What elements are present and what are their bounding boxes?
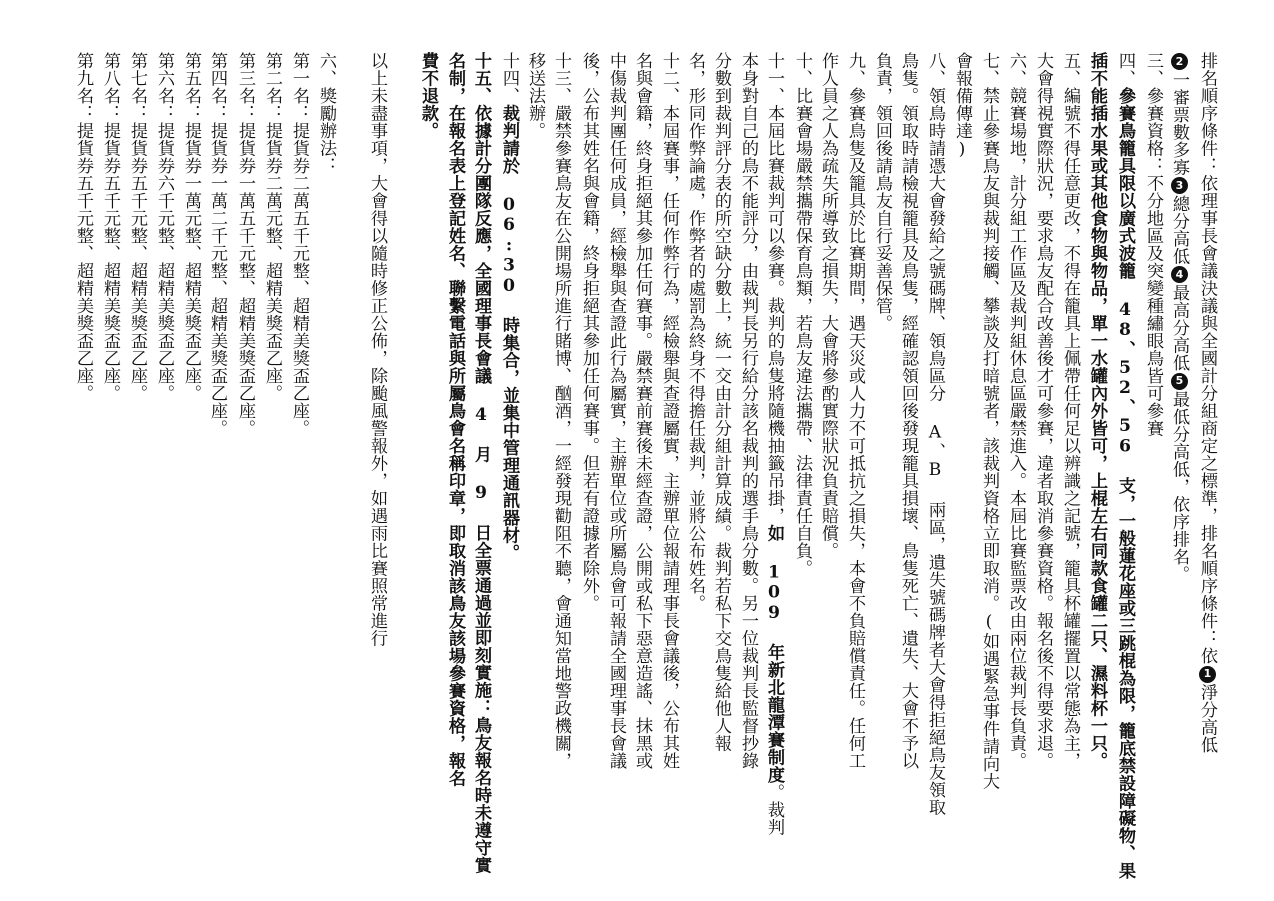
line <box>1083 52 1110 770</box>
text-segment: 第四名：提貨券一萬二千元整、超精美獎盃乙座。 <box>207 52 227 437</box>
text-segment: 名制，在報名表上登記姓名、聯繫電話與所屬鳥會名稱印章，即取消該鳥友該場參賽資格，報名 <box>445 52 465 787</box>
text-segment: 後，公布其姓名與會籍，終身拒絕其參加任何賽事。但若有證據者除外。 <box>579 52 599 612</box>
text-segment: 六、競賽場地，計分組工作區及裁判組休息區嚴禁進入。本屆比賽監票改由兩位裁判長負責。 <box>1006 52 1026 770</box>
text-segment: 十一、本屆比賽裁判可以參賽。裁判的鳥隻將隨機抽籤吊掛， <box>764 52 784 525</box>
text-segment: 十五、依據計分團隊反應，全國理事長會議 4 月 9 日全票通過並即刻實施：鳥友報名時未遵守實 <box>471 52 491 874</box>
line <box>921 52 948 816</box>
line <box>1002 52 1029 770</box>
text-segment: 第三名：提貨券一萬五千元整、超精美獎盃乙座。 <box>235 52 255 437</box>
text-segment: 六、獎勵辦法： <box>316 52 336 175</box>
line <box>1193 52 1220 754</box>
text-segment: 第五名：提貨券一萬元整、超精美獎盃乙座。 <box>181 52 201 402</box>
text-segment: 插不能插水果或其他食物與物品，單一水罐內外皆可，上棍左右同款食罐二只、濕料杯一只。 <box>1087 52 1107 770</box>
text-segment: 十二、本屆賽事，任何作弊行為，經檢舉與查證屬實，主辦單位報請理事長會議後，公布其姓 <box>659 52 679 770</box>
line <box>841 52 868 770</box>
text-segment: 十、比賽會場嚴禁攜帶保育鳥類，若鳥友違法攜帶、法律責任自負。 <box>792 52 812 577</box>
text-segment: 九、參賽鳥隻及籠具於比賽期間，遇天災或人力不可抵抗之損失，本會不負賠償責任。任何工 <box>845 52 865 770</box>
text-segment: 五、編號不得任意更改，不得在籠具上佩帶任何足以辨識之記號，籠具杯罐擺置以常態為主， <box>1060 52 1080 770</box>
text-segment: 以上未盡事項，大會得以隨時修正公佈，除颱風警報外，如遇雨比賽照常進行 <box>367 52 387 647</box>
line <box>1111 52 1138 879</box>
text-segment: 排名順序條件：依理事長會議決議與全國計分組商定之標準，排名順序條件：依 <box>1197 52 1217 665</box>
text-segment: 七、禁止參賽鳥友與裁判接觸、攀談及打暗號者，該裁判資格立即取消。(如遇緊急事件請向大 <box>979 52 999 790</box>
text-segment: 一審票數多寡 <box>1169 71 1189 176</box>
text-segment: 十三、嚴禁參賽鳥友在公開場所進行賭博、酗酒，一經發現勸阻不聽，會通知當地警政機關， <box>551 52 571 770</box>
line <box>495 52 522 562</box>
line <box>1139 52 1166 437</box>
line <box>734 52 761 770</box>
line <box>258 52 285 402</box>
line <box>441 52 468 787</box>
text-segment: 大會得視實際狀況，要求鳥友配合改善後才可參賽，違者取消參賽資格。報名後不得要求退。 <box>1033 52 1053 770</box>
text-segment: 中傷裁判團任何成員，經檢舉與查證此行為屬實，主辦單位或所屬鳥會可報請全國理事長會議 <box>606 52 626 770</box>
line <box>521 52 548 140</box>
text-segment: 十四、 <box>499 52 519 105</box>
text-segment: 名，形同作弊論處，作弊者的處罰為終身不得擔任裁判，並將公布姓名。 <box>685 52 705 612</box>
line <box>868 52 895 332</box>
line <box>203 52 230 437</box>
line <box>602 52 629 770</box>
text-segment: 總分高低 <box>1169 195 1189 265</box>
text-segment: 鳥隻。領取時請檢視籠具及鳥隻，經確認領回後發現籠具損壞、鳥隻死亡、遺失、大會不予以 <box>898 52 918 770</box>
text-segment: 第二名：提貨券二萬元整、超精美獎盃乙座。 <box>262 52 282 402</box>
text-segment: 如 109 年新北龍潭賽制度 <box>764 524 784 784</box>
circled-number-3-icon: 3 <box>1173 178 1186 193</box>
line <box>312 52 339 175</box>
line <box>414 52 441 140</box>
circled-number-4-icon: 4 <box>1173 267 1186 282</box>
line <box>96 52 123 402</box>
line <box>231 52 258 437</box>
circled-number-2-icon: 2 <box>1173 54 1186 69</box>
text-segment: 費不退款。 <box>418 52 438 140</box>
text-segment: 淨分高低 <box>1197 683 1217 754</box>
line <box>123 52 150 402</box>
text-segment: 會報備傳達) <box>952 52 972 160</box>
text-segment: 第八名：提貨券五千元整、超精美獎盃乙座。 <box>100 52 120 402</box>
text-segment: 第七名：提貨券五千元整、超精美獎盃乙座。 <box>127 52 147 402</box>
text-segment: 八、領鳥時請憑大會發給之號碼牌、領鳥區分 A、B 兩區，遺失號碼牌者大會得拒絕鳥友領取 <box>925 52 945 816</box>
text-segment: 分數到裁判評分表的所空缺分數上，統一交由計分組計算成績。裁判若私下交鳥隻給他人報 <box>711 52 731 752</box>
line <box>69 52 96 402</box>
line <box>547 52 574 770</box>
line <box>760 52 787 836</box>
line <box>150 52 177 402</box>
text-segment: 三、參賽資格：不分地區及突變種繡眼鳥皆可參賽 <box>1143 52 1163 437</box>
circled-number-1-icon: 1 <box>1201 667 1214 681</box>
text-segment: 作人員之人為疏失所導致之損失，大會將參酌實際狀況負責賠償。 <box>818 52 838 560</box>
text-segment: 裁判請於 06:30 時集合，並集中管理通訊器材。 <box>499 104 519 562</box>
text-segment: 第九名：提貨券五千元整、超精美獎盃乙座。 <box>73 52 93 402</box>
text-segment: 第六名：提貨券六千元整、超精美獎盃乙座。 <box>154 52 174 402</box>
line <box>975 52 1002 790</box>
text-segment: 四、 <box>1115 52 1135 87</box>
line <box>1029 52 1056 770</box>
text-segment: 第一名：提貨券二萬五千元整、超精美獎盃乙座。 <box>289 52 309 437</box>
text-segment: 負責，領回後請鳥友自行妥善保管。 <box>872 52 892 332</box>
line <box>814 52 841 560</box>
line <box>628 52 655 770</box>
line <box>655 52 682 770</box>
line <box>1165 52 1192 583</box>
text-segment: 參賽鳥籠具限以廣式波籠 48、52、56 支，一般蓮花座或三跳棍為限，籠底禁設障礙物、果 <box>1115 87 1135 880</box>
text-segment: 最低分高低，依序排名。 <box>1169 390 1189 583</box>
line <box>575 52 602 612</box>
line <box>707 52 734 752</box>
line <box>788 52 815 577</box>
line <box>285 52 312 437</box>
line <box>894 52 921 770</box>
text-segment: 名與會籍，終身拒絕其參加任何賽事。嚴禁賽前賽後未經查證，公開或私下惡意造謠、抹黑或 <box>632 52 652 770</box>
line <box>467 52 494 874</box>
text-segment: 移送法辦。 <box>525 52 545 140</box>
line <box>1056 52 1083 770</box>
text-segment: 本身對自己的鳥不能評分，由裁判長另行給分該名裁判的選手鳥分數。另一位裁判長監督抄錄 <box>738 52 758 770</box>
line <box>177 52 204 402</box>
line <box>948 52 975 160</box>
circled-number-5-icon: 5 <box>1173 374 1186 388</box>
line <box>363 52 390 647</box>
text-segment: 最高分高低 <box>1169 284 1189 372</box>
line <box>681 52 708 612</box>
text-segment: 。裁判 <box>764 783 784 836</box>
